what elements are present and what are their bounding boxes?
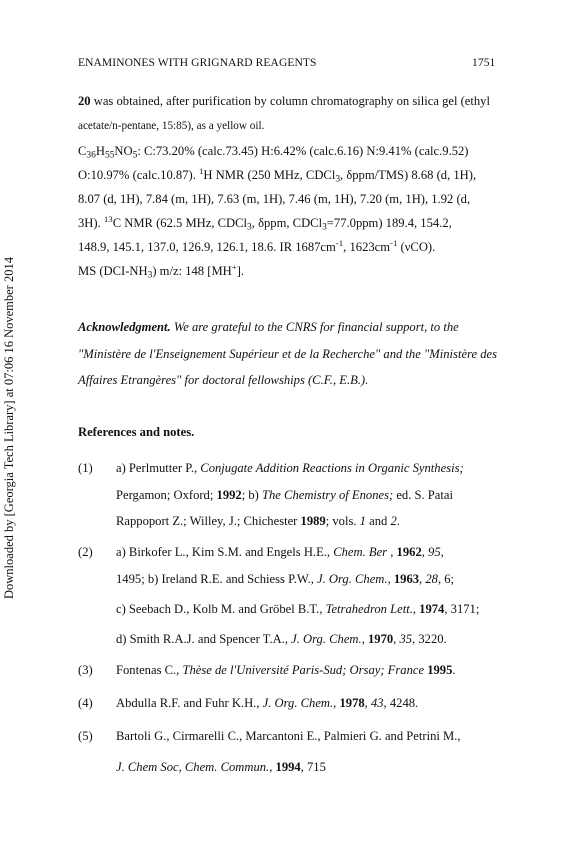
reference-1-line-1: a) Perlmutter P., Conjugate Addition Reactions in Organic Synthesis; — [116, 461, 464, 475]
experimental-line-1: 20 was obtained, after purification by column chromatography on silica gel (ethyl — [78, 94, 490, 108]
references-heading: References and notes. — [78, 425, 195, 439]
download-notice: Downloaded by [Georgia Tech Library] at 07:06 16 November 2014 — [2, 257, 16, 599]
reference-4-line-1: Abdulla R.F. and Fuhr K.H., J. Org. Chem., 1978, 43, 4248. — [116, 696, 419, 710]
experimental-line-8: MS $(DCI-NH_3)$ m/z: 148 [MH+]. — [78, 262, 245, 281]
experimental-line-2: acetate/n-pentane, 15:85), as a yellow oil. — [78, 120, 265, 132]
reference-2-line-2: 1495; b) Ireland R.E. and Schiess P.W., J. Org. Chem., 1963, 28, 6; — [116, 572, 455, 586]
experimental-line-3: $C_{36}H_{55}NO_5$: C:73.20% (calc.73.45) H:6.42% (calc.6.16) N:9.41% (calc.9.52) — [78, 144, 469, 161]
experimental-line-6: 3H). $^{13}$C NMR (62.5 MHz, CDCl$_3$, δppm, CDCl$_3$=77.0ppm) 189.4, 154.2, — [78, 214, 452, 233]
reference-2-line-3: c) Seebach D., Kolb M. and Gröbel B.T., Tetrahedron Lett., 1974, 3171; — [116, 602, 480, 616]
experimental-line-7: 148.9, 145.1, 137.0, 126.9, 126.1, 18.6. IR $1687cm^{-1}$, $1623cm^{-1}$ (νCO). — [78, 238, 436, 254]
acknowledgment-heading: Acknowledgment. — [78, 320, 171, 334]
reference-5-line-1: Bartoli G., Cirmarelli C., Marcantoni E., Palmieri G. and Petrini M., — [116, 729, 461, 743]
reference-number: (5) — [78, 729, 93, 743]
reference-2-line-1: a) Birkofer L., Kim S.M. and Engels H.E., Chem. Ber , 1962, 95, — [116, 545, 444, 559]
reference-1-line-3: Rappoport Z.; Willey, J.; Chichester 1989; vols. 1 and 2. — [116, 514, 400, 528]
reference-5-line-2: J. Chem Soc, Chem. Commun., 1994, 715 — [116, 760, 326, 774]
reference-number: (3) — [78, 663, 93, 677]
running-header-title: ENAMINONES WITH GRIGNARD REAGENTS — [78, 57, 317, 69]
reference-number: (2) — [78, 545, 93, 559]
reference-1-line-2: Pergamon; Oxford; 1992; b) The Chemistry of Enones; ed. S. Patai — [116, 488, 453, 502]
compound-number: 20 — [78, 94, 91, 108]
reference-number: (1) — [78, 461, 93, 475]
reference-number: (4) — [78, 696, 93, 710]
reference-2-line-4: d) Smith R.A.J. and Spencer T.A., J. Org. Chem., 1970, 35, 3220. — [116, 632, 447, 646]
acknowledgment-line-1: Acknowledgment. We are grateful to the CNRS for financial support, to the — [78, 320, 459, 334]
page-number: 1751 — [472, 57, 496, 69]
experimental-line-5: 8.07 (d, 1H), 7.84 (m, 1H), 7.63 (m, 1H), 7.46 (m, 1H), 7.20 (m, 1H), 1.92 (d, — [78, 192, 471, 206]
reference-3-line-1: Fontenas C., Thèse de l'Université Paris-Sud; Orsay; France 1995. — [116, 663, 456, 677]
acknowledgment-line-3: Affaires Etrangères" for doctoral fellowships (C.F., E.B.). — [78, 373, 369, 387]
acknowledgment-line-2: "Ministère de l'Enseignement Supérieur et de la Recherche" and the "Ministère des — [78, 347, 497, 361]
experimental-line-4: O:10.97% (calc.10.87). $^1$H NMR (250 MHz, CDCl$_3$, δppm/TMS) 8.68 (d, 1H), — [78, 166, 477, 185]
